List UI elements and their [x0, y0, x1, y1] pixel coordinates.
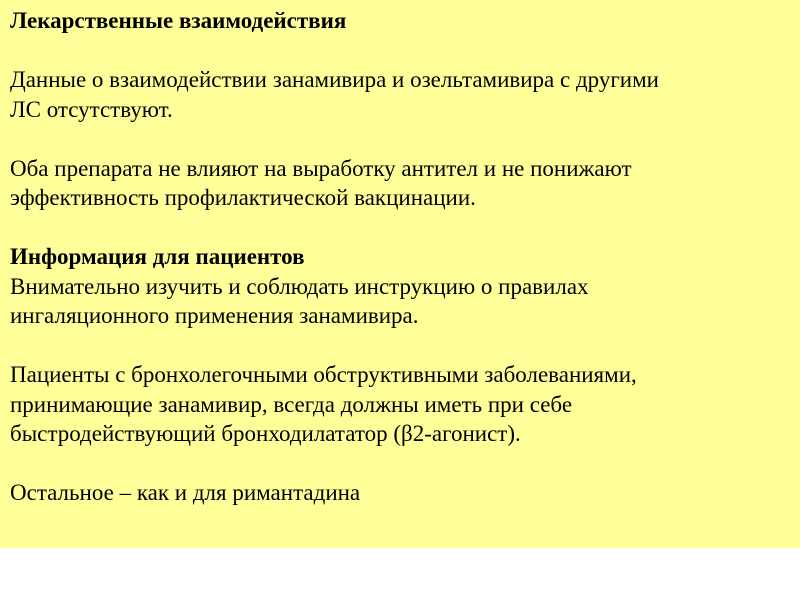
paragraph-line: ингаляционного применения занамивира.: [10, 303, 419, 328]
heading-drug-interactions: Лекарственные взаимодействия: [10, 8, 347, 33]
paragraph-line: Данные о взаимодействии занамивира и озельтамивира с другими: [10, 67, 659, 92]
spacer: [10, 449, 790, 479]
paragraph-line: Оба препарата не влияют на выработку антител и не понижают: [10, 155, 632, 181]
paragraph-line: эффективность профилактической вакцинации.: [10, 185, 476, 210]
paragraph-line: Остальное – как и для римантадина: [10, 480, 361, 505]
spacer: [10, 36, 790, 66]
paragraph-line: ЛС отсутствуют.: [10, 96, 173, 122]
paragraph-line: принимающие занамивир, всегда должны иметь при себе: [10, 391, 573, 417]
spacer: [10, 331, 790, 361]
paragraph-line: Пациенты с бронхолегочными обструктивными заболеваниями,: [10, 362, 637, 387]
spacer: [10, 124, 790, 154]
heading-patient-info: Информация для пациентов: [10, 244, 305, 269]
paragraph-line: быстродействующий бронходилататор (β2-агонист).: [10, 421, 521, 446]
spacer: [10, 213, 790, 243]
paragraph-line: Внимательно изучить и соблюдать инструкцию о правилах: [10, 273, 589, 299]
